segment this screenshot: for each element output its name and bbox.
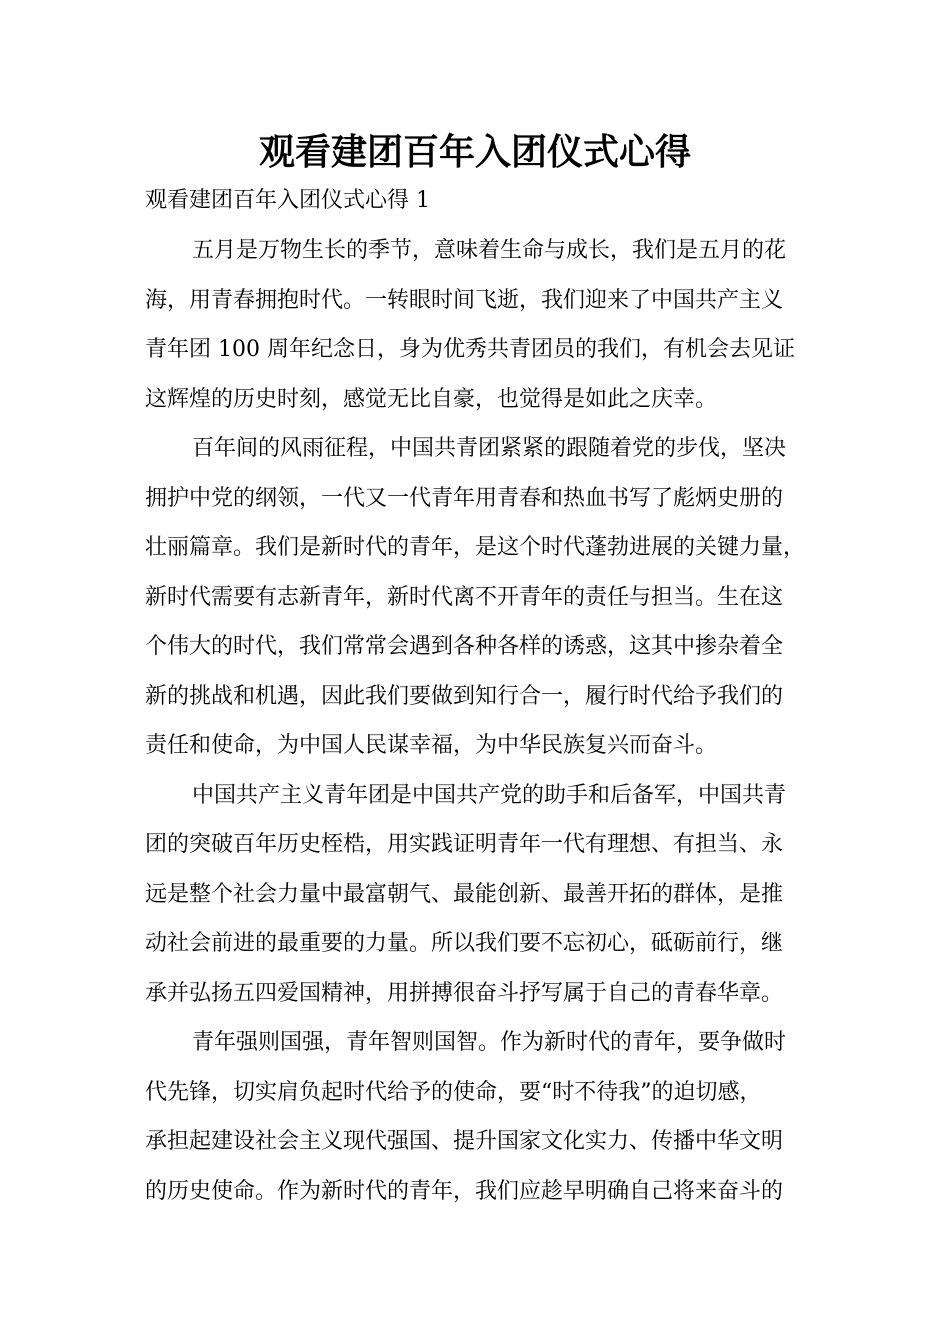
- text-line: 壮丽篇章。我们是新时代的青年，是这个时代蓬勃进展的关键力量，: [145, 535, 806, 560]
- text-line: 责任和使命，为中国人民谋幸福，为中华民族复兴而奋斗。: [145, 733, 718, 758]
- text-line: 新时代需要有志新青年，新时代离不开青年的责任与担当。生在这: [145, 584, 784, 610]
- text-line: 这辉煌的历史时刻，感觉无比自豪，也觉得是如此之庆幸。: [145, 386, 718, 412]
- text-line: 中国共产主义青年团是中国共产党的助手和后备军，中国共青: [192, 782, 787, 808]
- text-line: 五月是万物生长的季节，意味着生命与成长，我们是五月的花: [192, 238, 787, 263]
- document-title: 观看建团百年入团仪式心得: [258, 132, 691, 173]
- text-line: 百年间的风雨征程，中国共青团紧紧的跟随着党的步伐，坚决: [192, 436, 787, 461]
- text-line: 团的突破百年历史桎梏，用实践证明青年一代有理想、有担当、永: [145, 832, 784, 857]
- text-line: 的历史使命。作为新时代的青年，我们应趁早明确自己将来奋斗的: [145, 1178, 784, 1204]
- text-line: 青年强则国强，青年智则国智。作为新时代的青年，要争做时: [192, 1030, 787, 1055]
- text-line: 动社会前进的最重要的力量。所以我们要不忘初心，砥砺前行，继: [145, 931, 784, 956]
- text-line: 个伟大的时代，我们常常会遇到各种各样的诱惑，这其中掺杂着全: [145, 634, 784, 659]
- document-body: [145, 232, 805, 1222]
- text-line: 海，用青春拥抱时代。一转眼时间飞逝，我们迎来了中国共产主义: [145, 287, 784, 313]
- text-line: 拥护中党的纲领，一代又一代青年用青春和热血书写了彪炳史册的: [145, 485, 784, 511]
- text-line: 青年团 100 周年纪念日，身为优秀共青团员的我们，有机会去见证: [145, 337, 795, 362]
- paragraph-3: [145, 777, 805, 1025]
- text-line: 代先锋，切实肩负起时代给予的使命，要“时不待我”的迫切感，: [145, 1079, 762, 1105]
- text-line: 承并弘扬五四爱国精神，用拼搏很奋斗抒写属于自己的青春华章。: [145, 980, 784, 1006]
- paragraph-4: [145, 1024, 805, 1222]
- paragraph-2: [145, 430, 805, 777]
- section-heading: 观看建团百年入团仪式心得 1: [145, 188, 430, 213]
- text-line: 承担起建设社会主义现代强国、提升国家文化实力、传播中华文明: [145, 1129, 784, 1154]
- paragraph-1: [145, 232, 805, 430]
- text-line: 远是整个社会力量中最富朝气、最能创新、最善开拓的群体，是推: [145, 881, 784, 907]
- text-line: 新的挑战和机遇，因此我们要做到知行合一，履行时代给予我们的: [145, 683, 784, 709]
